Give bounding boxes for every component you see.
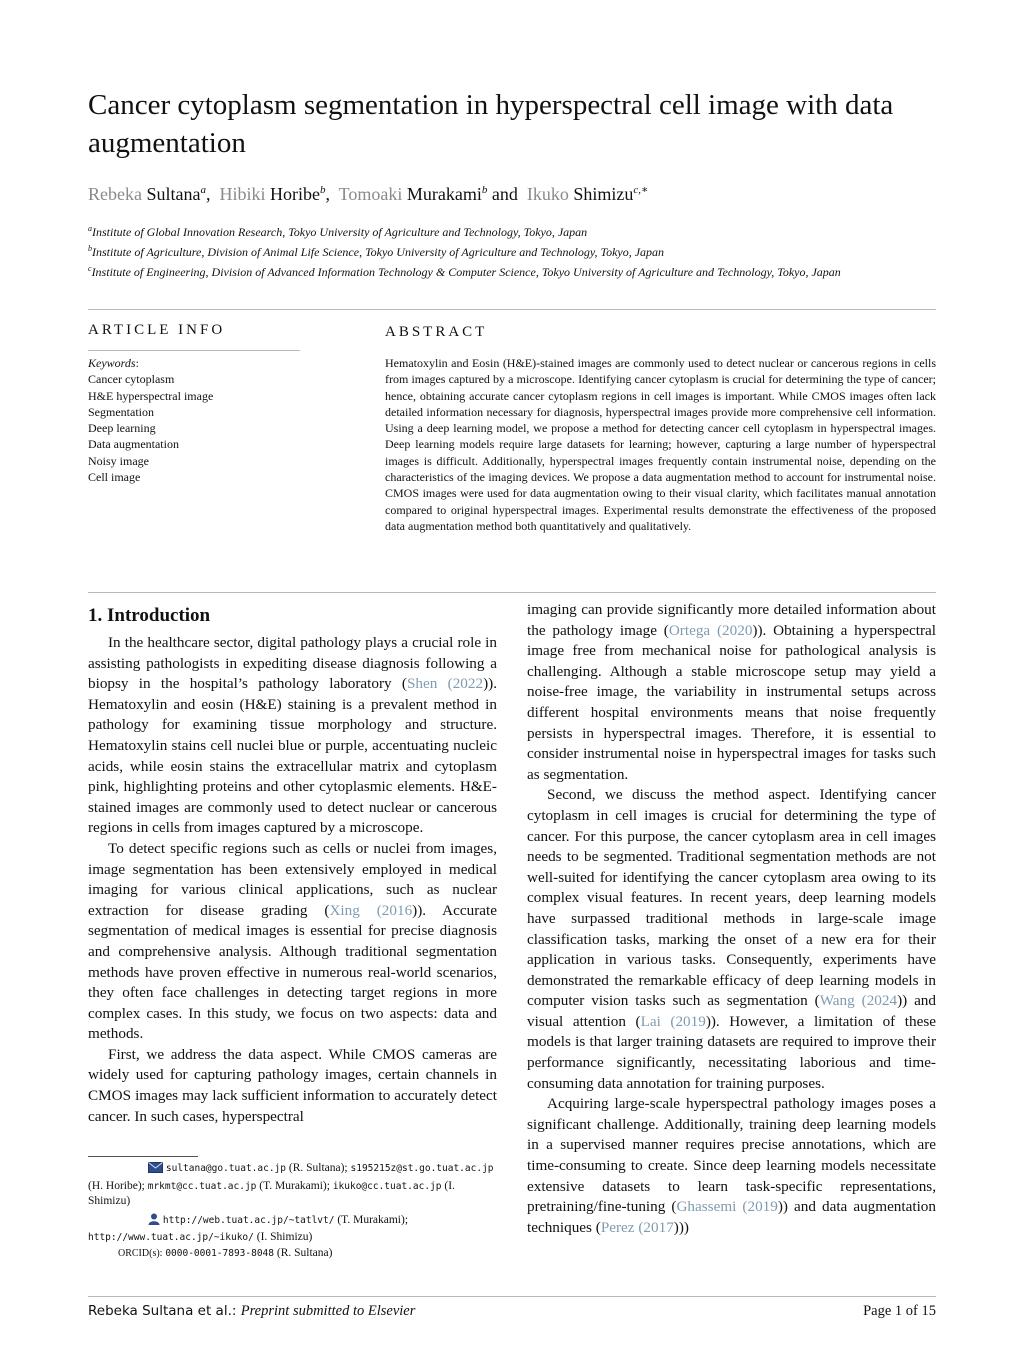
keyword-item: Segmentation	[88, 404, 154, 419]
keyword-item: Cell image	[88, 470, 141, 485]
header-divider	[88, 309, 936, 310]
citation-link[interactable]: Lai (2019	[640, 1012, 706, 1030]
article-info-rule	[88, 350, 300, 351]
citation-link[interactable]: Perez (2017	[600, 1218, 674, 1236]
right-column	[527, 600, 936, 1238]
orcid-id: 0000-0001-7893-8048	[165, 1247, 274, 1259]
footer-divider	[88, 1296, 936, 1297]
keyword-item: Cancer cytoplasm	[88, 372, 175, 387]
left-column	[88, 603, 497, 1127]
affiliation-a: $^a$Institute of Global Innovation Research, Tokyo University of Agriculture and Technology, Tokyo, Japan	[88, 224, 588, 239]
footnote-urls: http://web.tuat.ac.jp/~tatlvt/ (T. Murakami); http://www.tuat.ac.jp/~ikuko/ (I. Shimizu)	[88, 1213, 409, 1243]
keyword-item: Noisy image	[88, 453, 149, 468]
author-list: Rebeka Sultana$^a$, Hibiki Horibe$^b$, Tomoaki Murakami$^b$ and Ikuko Shimizu$^{c,∗}$	[88, 184, 649, 204]
keyword-item: Data augmentation	[88, 437, 179, 452]
keywords-label: Keywords:	[88, 356, 139, 370]
citation-link[interactable]: Shen (2022	[406, 675, 484, 693]
abstract-heading: ABSTRACT	[385, 324, 488, 340]
citation-link[interactable]: Wang (2024	[819, 992, 898, 1010]
email-link[interactable]: ikuko@cc.tuat.ac.jp	[332, 1180, 442, 1192]
page-number: Page 1 of 15	[863, 1303, 936, 1319]
author-2: Hibiki Horibe$^b$	[219, 184, 326, 204]
citation-link[interactable]: Ortega (2020	[668, 621, 753, 639]
footnote-orcid: ORCID(s): 0000-0001-7893-8048 (R. Sultana)	[118, 1246, 333, 1259]
abstract-text: Hematoxylin and Eosin (H&E)-stained images are commonly used to detect nuclear or cancerous regions in cells from images captured by a microscope. Identifying cancer cytoplasm is crucial for determining the type of cancer; hence, obtaining accurate cancer cytoplasm regions in cell images is important. While CMOS images often lack detailed information necessary for diagnosis, hyperspectral images provide more comprehensive cell information. Using a deep learning model, we propose a method for detecting cancer cell cytoplasm in hyperspectral images. Deep learning models require large datasets for learning; however, capturing a large number of hyperspectral images is difficult. Additionally, hyperspectral images frequently contain instrumental noise, depending on the characteristics of the imaging devices. We propose a data augmentation method to account for instrumental noise. CMOS images were used for data augmentation owing to their visual clarity, which facilitates manual annotation compared to original hyperspectral images. Experimental results demonstrate the effectiveness of the proposed data augmentation method both quantitatively and qualitatively.	[385, 356, 936, 533]
citation-link[interactable]: Xing (2016	[329, 901, 413, 919]
author-1: Rebeka Sultana$^a$	[88, 184, 206, 204]
homepage-link[interactable]: http://web.tuat.ac.jp/~tatlvt/	[162, 1214, 335, 1226]
keyword-item: H&E hyperspectral image	[88, 388, 214, 403]
email-link[interactable]: mrkmt@cc.tuat.ac.jp	[147, 1180, 257, 1192]
page-footer	[88, 1303, 936, 1320]
homepage-link[interactable]: http://www.tuat.ac.jp/~ikuko/	[88, 1232, 254, 1243]
footnote-rule	[88, 1156, 198, 1157]
citation-link[interactable]: Ghassemi (2019	[676, 1198, 778, 1216]
paper-title: Cancer cytoplasm segmentation in hyperspectral cell image with data augmentation	[88, 89, 894, 159]
email-link[interactable]: sultana@go.tuat.ac.jp	[165, 1163, 286, 1174]
user-icon	[118, 1213, 160, 1231]
paragraph: In the healthcare sector, digital pathology plays a crucial role in assisting pathologists in expediting disease diagnosis following a biopsy in the hospital’s pathology laboratory (Shen (2022)). Hematoxylin and eosin (H&E) staining is a prevalent method in pathology for examining tissue morphology and structure. Hematoxylin stains cell nuclei blue or purple, accentuating nucleic acids, while eosin stains the extracellular matrix and cytoplasm pink, highlighting proteins and other cytoplasmic elements. H&E-stained images are commonly used to detect nuclear or cancerous regions in cells from images captured by a microscope.	[88, 634, 497, 837]
abstract-divider	[88, 592, 936, 593]
email-link[interactable]: s195215z@st.go.tuat.ac.jp	[350, 1163, 494, 1174]
envelope-icon	[118, 1162, 163, 1179]
affiliation-b: $^b$Institute of Agriculture, Division of Animal Life Science, Tokyo University of Agriculture and Technology, Tokyo, Japan	[88, 244, 665, 259]
paragraph: First, we address the data aspect. While CMOS cameras are widely used for capturing pathology images, certain channels in CMOS images may lack sufficient information to accurately detect cancer. In such cases, hyperspectral	[88, 1045, 497, 1125]
footnotes	[88, 1161, 497, 1261]
running-header: Rebeka Sultana et al.: Preprint submitted to Elsevier	[88, 1303, 416, 1319]
author-4: Ikuko Shimizu$^{c,∗}$	[526, 184, 649, 204]
footnote-emails: sultana@go.tuat.ac.jp (R. Sultana); s195215z@st.go.tuat.ac.jp (H. Horibe); mrkmt@cc.tuat.ac.jp (T. Murakami); ikuko@cc.tuat.ac.jp (I. Shimizu)	[88, 1162, 494, 1207]
paragraph: Acquiring large-scale hyperspectral pathology images poses a significant challenge. Additionally, training deep learning models in a supervised manner requires precise annotations, which are time-consuming to create. Since deep learning models necessitate extensive datasets to learn task-specific representations, pretraining/fine-tuning (Ghassemi (2019)) and data augmentation techniques (Perez (2017)))	[527, 1095, 936, 1236]
author-3: Tomoaki Murakami$^b$	[338, 184, 488, 204]
keywords-list	[88, 355, 213, 485]
affiliation-c: $^c$Institute of Engineering, Division of Advanced Information Technology & Computer Science, Tokyo University of Agriculture and Technology, Tokyo, Japan	[88, 264, 841, 279]
paragraph: Second, we discuss the method aspect. Identifying cancer cytoplasm in cell images is crucial for determining the type of cancer. For this purpose, the cancer cytoplasm area in cell images needs to be segmented. Traditional segmentation methods are not well-suited for identifying the cancer cytoplasm area owing to its complex visual features. In recent years, deep learning models have surpassed traditional methods in large-scale image classification tasks, marking the onset of a new era for their application in various tasks. Consequently, experiments have demonstrated the remarkable efficacy of deep learning models in computer vision tasks such as segmentation (Wang (2024)) and visual attention (Lai (2019)). However, a limitation of these models is that larger training datasets are required to improve their performance significantly, necessitating laborious and time-consuming data annotation for training purposes.	[527, 786, 936, 1092]
section-heading: 1. Introduction	[88, 605, 211, 626]
keyword-item: Deep learning	[88, 421, 156, 436]
paragraph: imaging can provide significantly more detailed information about the pathology image (Ortega (2020)). Obtaining a hyperspectral image free from mechanical noise for pathological analysis is challenging. Although a stable microscope setup may yield a noise-free image, the variability in instrumental setups across different hospital environments means that noise frequently persists in hyperspectral images. Therefore, it is essential to consider instrumental noise in hyperspectral images for tasks such as segmentation.	[527, 601, 936, 783]
article-info-heading: ARTICLE INFO	[88, 322, 226, 338]
paragraph: To detect specific regions such as cells or nuclei from images, image segmentation has been extensively employed in medical imaging for various clinical applications, such as nuclear extraction for disease grading (Xing (2016)). Accurate segmentation of medical images is essential for precise diagnosis and comprehensive analysis. Although traditional segmentation methods have proven effective in numerous real-world scenarios, they often face challenges in detecting target regions in more complex cases. In this study, we focus on two aspects: data and methods.	[88, 839, 497, 1043]
